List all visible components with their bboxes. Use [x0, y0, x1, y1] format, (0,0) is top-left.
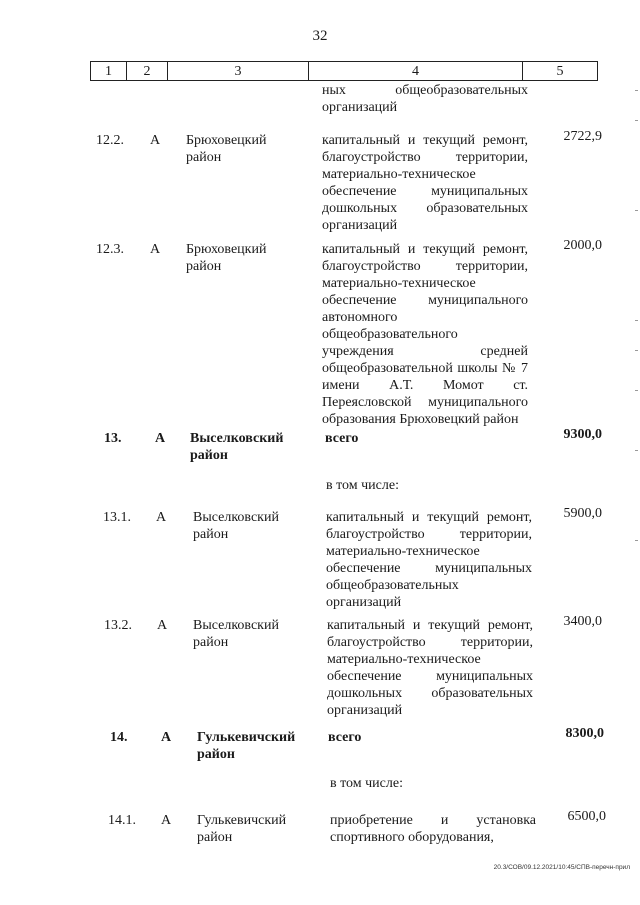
row-district: Выселковский район [190, 431, 284, 463]
page-number: 32 [312, 28, 328, 44]
row-number: 14. [110, 730, 128, 745]
row-description: всего [328, 730, 362, 745]
document-code: 20.3/СОВ/09.12.2021/10:45/СПВ-перечн-прил [493, 864, 630, 871]
column-header: 3 [168, 62, 309, 81]
row-amount: 2000,0 [563, 238, 602, 253]
subtotal-label: в том числе: [326, 478, 399, 493]
margin-scan-marks [634, 90, 638, 590]
row-description: всего [325, 431, 359, 446]
row-district: Брюховецкий район [186, 242, 267, 274]
row-category: А [155, 431, 166, 446]
row-amount: 5900,0 [563, 506, 602, 521]
row-district: Выселковский район [193, 510, 279, 542]
row-description: капитальный и текущий ремонт, благоустройство территории, материально-техническое обеспечение муниципальных дошкольных образовательных организаций [322, 133, 528, 233]
row-description: капитальный и текущий ремонт, благоустройство территории, материально-техническое обеспечение муниципального автономного общеобразовательного учреждения средней общеобразовательной школы № 7 имени А.Т. Момот ст. Переясловской муниципального образования Брюховецкий район [322, 242, 528, 427]
row-number: 13.2. [104, 618, 132, 633]
row-amount: 3400,0 [563, 614, 602, 629]
column-header: 2 [127, 62, 168, 81]
row-category: А [161, 813, 172, 828]
row-description: капитальный и текущий ремонт, благоустройство территории, материально-техническое обеспечение муниципальных дошкольных образовательных организаций [327, 618, 533, 718]
row-category: А [150, 133, 161, 148]
row-district: Гулькевичский район [197, 730, 296, 762]
row-amount: 6500,0 [567, 809, 606, 824]
column-header: 1 [91, 62, 127, 81]
row-amount: 9300,0 [563, 427, 602, 442]
column-header: 5 [523, 62, 598, 81]
row-district: Брюховецкий район [186, 133, 267, 165]
row-category: А [156, 510, 167, 525]
row-description: капитальный и текущий ремонт, благоустройство территории, материально-техническое обеспечение муниципальных общеобразовательных организаций [326, 510, 532, 610]
table-header [90, 61, 598, 81]
row-number: 13. [104, 431, 122, 446]
row-description: приобретение и установка спортивного оборудования, [330, 813, 536, 845]
row-category: А [150, 242, 161, 257]
row-number: 13.1. [103, 510, 131, 525]
continuation-text: ных общеобразовательных организаций [322, 83, 528, 115]
row-category: А [157, 618, 168, 633]
row-amount: 2722,9 [563, 129, 602, 144]
column-header: 4 [309, 62, 523, 81]
row-district: Гулькевичский район [197, 813, 287, 845]
row-number: 14.1. [108, 813, 136, 828]
subtotal-label: в том числе: [330, 776, 403, 791]
row-number: 12.2. [96, 133, 124, 148]
row-district: Выселковский район [193, 618, 279, 650]
row-number: 12.3. [96, 242, 124, 257]
row-category: А [161, 730, 172, 745]
row-amount: 8300,0 [565, 726, 604, 741]
